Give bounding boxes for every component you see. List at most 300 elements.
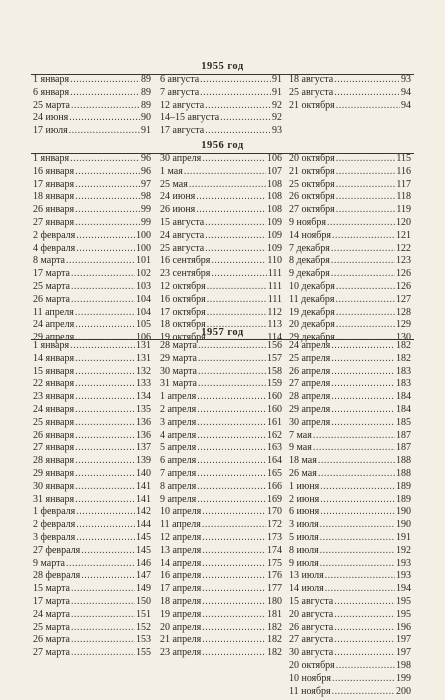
dot-leader — [76, 230, 135, 243]
index-entry — [160, 125, 282, 138]
entry-date: 21 октября — [289, 99, 335, 111]
entry-page-number: 156 — [267, 340, 282, 351]
dot-leader — [189, 179, 266, 192]
dot-leader — [71, 609, 135, 622]
index-entry — [160, 634, 282, 647]
dot-leader — [197, 417, 266, 430]
entry-date: 20 августа — [289, 608, 334, 620]
index-entry — [33, 268, 151, 281]
entry-date: 1 апреля — [160, 391, 197, 403]
index-entry — [160, 609, 282, 622]
dot-leader — [334, 87, 400, 100]
index-entry — [33, 545, 151, 558]
entry-date: 11 ноября — [289, 685, 331, 697]
index-entry — [289, 673, 411, 686]
entry-date: 25 августа — [289, 86, 334, 98]
entry-date: 25 января — [33, 416, 75, 428]
dot-leader — [81, 570, 135, 583]
entry-page-number: 145 — [136, 531, 151, 543]
dot-leader — [202, 570, 266, 583]
entry-date: 25 мая — [160, 178, 188, 190]
year-heading: 1957 год — [201, 327, 244, 338]
dot-leader — [70, 87, 140, 100]
entry-date: 23 апреля — [160, 647, 202, 659]
entry-page-number: 197 — [396, 647, 411, 659]
entry-date: 2 апреля — [160, 403, 197, 415]
entry-page-number: 108 — [267, 204, 282, 216]
dot-leader — [197, 494, 266, 507]
index-entry — [33, 353, 151, 366]
entry-date: 19 апреля — [160, 608, 202, 620]
index-column — [289, 74, 411, 112]
index-entry — [160, 494, 282, 507]
entry-page-number: 151 — [136, 608, 151, 620]
dot-leader — [71, 268, 135, 281]
entry-date: 26 марта — [33, 293, 70, 305]
entry-page-number: 191 — [396, 531, 411, 543]
entry-date: 9 мая — [289, 442, 312, 454]
dot-leader — [75, 166, 140, 179]
index-entry — [160, 570, 282, 583]
index-entry — [289, 622, 411, 635]
entry-page-number: 188 — [396, 467, 411, 479]
entry-date: 25 марта — [33, 99, 70, 111]
entry-date: 27 января — [33, 442, 75, 454]
entry-date: 27 февраля — [33, 544, 81, 556]
entry-page-number: 99 — [141, 204, 151, 216]
entry-date: 20 декабря — [289, 319, 335, 331]
index-entry — [160, 481, 282, 494]
entry-page-number: 115 — [396, 153, 411, 164]
entry-page-number: 111 — [267, 293, 282, 305]
index-entry — [289, 87, 411, 100]
entry-page-number: 160 — [267, 403, 282, 415]
entry-page-number: 197 — [396, 634, 411, 646]
entry-page-number: 130 — [396, 332, 411, 344]
dot-leader — [71, 596, 135, 609]
index-entry — [33, 366, 151, 379]
entry-page-number: 108 — [267, 178, 282, 190]
dot-leader — [197, 455, 266, 468]
index-entry — [33, 281, 151, 294]
entry-page-number: 184 — [396, 403, 411, 415]
dot-leader — [318, 455, 395, 468]
entry-page-number: 89 — [141, 74, 151, 85]
entry-page-number: 187 — [396, 429, 411, 441]
dot-leader — [336, 153, 396, 166]
dot-leader — [75, 442, 135, 455]
dot-leader — [211, 268, 266, 281]
entry-page-number: 172 — [267, 519, 282, 531]
entry-date: 8 июля — [289, 544, 319, 556]
entry-page-number: 89 — [141, 99, 151, 111]
dot-leader — [197, 468, 266, 481]
year-heading: 1955 год — [201, 61, 244, 72]
index-entry — [289, 307, 411, 320]
index-entry — [33, 417, 151, 430]
entry-date: 26 июня — [160, 204, 196, 216]
entry-page-number: 199 — [396, 672, 411, 684]
dot-leader — [205, 100, 271, 113]
entry-page-number: 141 — [136, 493, 151, 505]
index-column — [160, 340, 282, 660]
entry-date: 15 марта — [33, 583, 70, 595]
entry-page-number: 112 — [267, 306, 282, 318]
entry-date: 28 марта — [160, 340, 197, 351]
entry-date: 31 марта — [160, 378, 197, 390]
entry-page-number: 170 — [267, 506, 282, 518]
index-entry — [160, 506, 282, 519]
entry-date: 1 июня — [289, 480, 320, 492]
dot-leader — [197, 442, 266, 455]
entry-page-number: 141 — [136, 480, 151, 492]
index-entry — [160, 243, 282, 256]
index-column — [33, 340, 151, 660]
dot-leader — [75, 391, 135, 404]
entry-date: 9 декабря — [289, 268, 330, 280]
entry-page-number: 111 — [267, 280, 282, 292]
dot-leader — [202, 596, 266, 609]
dot-leader — [75, 307, 135, 320]
dot-leader — [198, 353, 266, 366]
entry-page-number: 200 — [396, 685, 411, 697]
entry-date: 11 декабря — [289, 293, 335, 305]
index-entry — [33, 519, 151, 532]
entry-page-number: 176 — [267, 570, 282, 582]
entry-page-number: 164 — [267, 455, 282, 467]
entry-date: 8 марта — [33, 255, 65, 267]
entry-page-number: 188 — [396, 455, 411, 467]
entry-date: 1 января — [33, 153, 70, 164]
entry-date: 30 августа — [289, 647, 334, 659]
dot-leader — [320, 494, 395, 507]
entry-date: 5 июля — [289, 531, 319, 543]
entry-page-number: 147 — [136, 570, 151, 582]
entry-page-number: 144 — [136, 519, 151, 531]
entry-page-number: 181 — [267, 608, 282, 620]
entry-date: 27 октября — [289, 204, 335, 216]
entry-date: 9 июля — [289, 557, 319, 569]
dot-leader — [325, 583, 395, 596]
entry-page-number: 183 — [396, 378, 411, 390]
index-column — [289, 340, 411, 698]
index-entry — [289, 570, 411, 583]
entry-page-number: 92 — [272, 112, 282, 124]
entry-date: 29 января — [33, 467, 75, 479]
index-entry — [289, 281, 411, 294]
entry-page-number: 174 — [267, 544, 282, 556]
dot-leader — [202, 583, 266, 596]
dot-leader — [75, 404, 135, 417]
entry-date: 20 апреля — [160, 621, 202, 633]
entry-page-number: 94 — [401, 86, 411, 98]
dot-leader — [336, 281, 395, 294]
entry-page-number: 195 — [396, 608, 411, 620]
entry-date: 28 января — [33, 455, 75, 467]
dot-leader — [71, 647, 135, 660]
index-column — [160, 153, 282, 345]
entry-date: 18 апреля — [160, 595, 202, 607]
dot-leader — [71, 294, 135, 307]
entry-page-number: 180 — [267, 595, 282, 607]
entry-date: 21 апреля — [160, 634, 202, 646]
entry-page-number: 114 — [267, 332, 282, 344]
index-entry — [289, 366, 411, 379]
dot-leader — [334, 596, 395, 609]
index-entry — [160, 87, 282, 100]
entry-date: 29 марта — [160, 352, 197, 364]
entry-page-number: 193 — [396, 570, 411, 582]
entry-page-number: 185 — [396, 416, 411, 428]
entry-date: 17 марта — [33, 268, 70, 280]
index-entry — [33, 481, 151, 494]
entry-date: 15 августа — [160, 216, 205, 228]
entry-date: 29 апреля — [33, 332, 75, 344]
entry-page-number: 100 — [136, 242, 151, 254]
entry-date: 27 марта — [33, 647, 70, 659]
index-entry — [160, 230, 282, 243]
entry-date: 13 июля — [289, 570, 324, 582]
entry-page-number: 136 — [136, 416, 151, 428]
entry-date: 1 января — [33, 340, 70, 351]
index-entry — [289, 255, 411, 268]
index-entry — [33, 391, 151, 404]
index-entry — [33, 634, 151, 647]
entry-date: 7 мая — [289, 429, 312, 441]
entry-date: 10 ноября — [289, 672, 331, 684]
index-entry — [33, 112, 151, 125]
index-entry — [33, 455, 151, 468]
dot-leader — [332, 686, 395, 699]
entry-date: 3 апреля — [160, 416, 197, 428]
entry-page-number: 90 — [141, 112, 151, 124]
dot-leader — [331, 353, 395, 366]
dot-leader — [75, 430, 135, 443]
entry-date: 5 апреля — [160, 442, 197, 454]
index-entry — [289, 609, 411, 622]
entry-page-number: 132 — [136, 365, 151, 377]
dot-leader — [198, 366, 266, 379]
entry-date: 4 апреля — [160, 429, 197, 441]
dot-leader — [75, 417, 135, 430]
index-entry — [289, 217, 411, 230]
entry-date: 17 марта — [33, 595, 70, 607]
index-entry — [33, 647, 151, 660]
entry-date: 3 февраля — [33, 531, 76, 543]
entry-date: 23 января — [33, 391, 75, 403]
entry-date: 17 августа — [160, 125, 205, 137]
dot-leader — [331, 378, 395, 391]
entry-page-number: 104 — [136, 306, 151, 318]
entry-page-number: 116 — [396, 165, 411, 177]
entry-date: 18 октября — [160, 319, 206, 331]
entry-date: 31 января — [33, 493, 75, 505]
index-entry — [33, 404, 151, 417]
entry-page-number: 89 — [141, 86, 151, 98]
entry-date: 15 января — [33, 365, 75, 377]
entry-page-number: 134 — [136, 391, 151, 403]
entry-date: 12 апреля — [160, 531, 202, 543]
entry-page-number: 198 — [396, 659, 411, 671]
entry-date: 9 марта — [33, 557, 65, 569]
entry-page-number: 99 — [141, 216, 151, 228]
entry-page-number: 97 — [141, 178, 151, 190]
entry-page-number: 145 — [136, 544, 151, 556]
index-entry — [33, 217, 151, 230]
index-entry — [160, 596, 282, 609]
index-entry — [33, 125, 151, 138]
entry-date: 8 декабря — [289, 255, 330, 267]
dot-leader — [202, 647, 266, 660]
entry-page-number: 149 — [136, 583, 151, 595]
index-entry — [160, 153, 282, 166]
index-entry — [160, 204, 282, 217]
index-entry — [289, 660, 411, 673]
entry-date: 12 августа — [160, 99, 205, 111]
index-entry — [160, 404, 282, 417]
entry-date: 26 января — [33, 429, 75, 441]
dot-leader — [75, 481, 135, 494]
dot-leader — [81, 545, 135, 558]
dot-leader — [76, 506, 135, 519]
entry-date: 14 июля — [289, 583, 324, 595]
entry-date: 8 апреля — [160, 480, 197, 492]
dot-leader — [202, 609, 266, 622]
entry-date: 18 мая — [289, 455, 317, 467]
entry-date: 30 апреля — [289, 416, 331, 428]
entry-page-number: 153 — [136, 634, 151, 646]
index-entry — [289, 583, 411, 596]
entry-date: 7 августа — [160, 86, 200, 98]
dot-leader — [332, 673, 395, 686]
dot-leader — [197, 391, 266, 404]
dot-leader — [334, 609, 395, 622]
entry-page-number: 108 — [267, 191, 282, 203]
entry-page-number: 109 — [267, 216, 282, 228]
dot-leader — [196, 204, 266, 217]
entry-page-number: 106 — [136, 332, 151, 344]
index-column — [160, 74, 282, 138]
index-entry — [160, 532, 282, 545]
entry-date: 4 февраля — [33, 242, 76, 254]
index-entry — [160, 442, 282, 455]
index-entry — [33, 494, 151, 507]
dot-leader — [334, 622, 395, 635]
entry-page-number: 189 — [396, 480, 411, 492]
index-entry — [289, 74, 411, 87]
dot-leader — [71, 634, 135, 647]
dot-leader — [71, 100, 140, 113]
entry-page-number: 146 — [136, 557, 151, 569]
dot-leader — [331, 255, 395, 268]
entry-page-number: 157 — [267, 352, 282, 364]
dot-leader — [75, 468, 135, 481]
entry-page-number: 117 — [396, 178, 411, 190]
index-entry — [33, 430, 151, 443]
dot-leader — [331, 417, 395, 430]
dot-leader — [197, 481, 266, 494]
entry-page-number: 190 — [396, 506, 411, 518]
dot-leader — [318, 468, 395, 481]
dot-leader — [313, 430, 395, 443]
dot-leader — [205, 230, 266, 243]
index-entry — [289, 494, 411, 507]
entry-page-number: 162 — [267, 429, 282, 441]
index-entry — [160, 647, 282, 660]
entry-date: 1 мая — [160, 165, 183, 177]
index-entry — [33, 506, 151, 519]
dot-leader — [207, 294, 267, 307]
entry-date: 9 апреля — [160, 493, 197, 505]
dot-leader — [336, 660, 395, 673]
entry-page-number: 113 — [267, 319, 282, 331]
entry-date: 10 декабря — [289, 280, 335, 292]
dot-leader — [196, 191, 266, 204]
entry-page-number: 123 — [396, 255, 411, 267]
entry-date: 28 февраля — [33, 570, 81, 582]
index-entry — [289, 179, 411, 192]
index-entry — [289, 558, 411, 571]
entry-date: 27 апреля — [289, 378, 331, 390]
index-entry — [160, 622, 282, 635]
index-entry — [289, 353, 411, 366]
entry-page-number: 175 — [267, 557, 282, 569]
index-entry — [289, 532, 411, 545]
index-entry — [289, 100, 411, 113]
entry-date: 26 октября — [289, 191, 335, 203]
dot-leader — [198, 340, 266, 353]
index-entry — [33, 442, 151, 455]
dot-leader — [202, 558, 266, 571]
index-entry — [160, 417, 282, 430]
entry-date: 15 августа — [289, 595, 334, 607]
entry-date: 26 апреля — [289, 365, 331, 377]
entry-date: 22 января — [33, 378, 75, 390]
dot-leader — [75, 494, 135, 507]
index-entry — [289, 191, 411, 204]
entry-date: 7 апреля — [160, 467, 197, 479]
entry-date: 9 ноября — [289, 216, 326, 228]
index-entry — [160, 430, 282, 443]
index-entry — [289, 391, 411, 404]
entry-date: 26 марта — [33, 634, 70, 646]
entry-date: 26 января — [33, 204, 75, 216]
dot-leader — [336, 191, 396, 204]
index-entry — [33, 74, 151, 87]
entry-page-number: 110 — [267, 255, 282, 267]
dot-leader — [325, 570, 395, 583]
dot-leader — [69, 112, 140, 125]
entry-page-number: 155 — [136, 647, 151, 659]
entry-page-number: 109 — [267, 229, 282, 241]
index-entry — [289, 596, 411, 609]
entry-page-number: 177 — [267, 583, 282, 595]
entry-date: 30 января — [33, 480, 75, 492]
entry-date: 23 сентября — [160, 268, 211, 280]
index-entry — [160, 353, 282, 366]
index-column — [289, 153, 411, 345]
entry-page-number: 106 — [267, 153, 282, 164]
entry-page-number: 119 — [396, 204, 411, 216]
entry-page-number: 187 — [396, 442, 411, 454]
entry-page-number: 135 — [136, 403, 151, 415]
entry-date: 25 августа — [160, 242, 205, 254]
entry-page-number: 91 — [272, 86, 282, 98]
index-entry — [289, 455, 411, 468]
entry-page-number: 93 — [401, 74, 411, 85]
dot-leader — [184, 166, 266, 179]
entry-date: 26 мая — [289, 467, 317, 479]
